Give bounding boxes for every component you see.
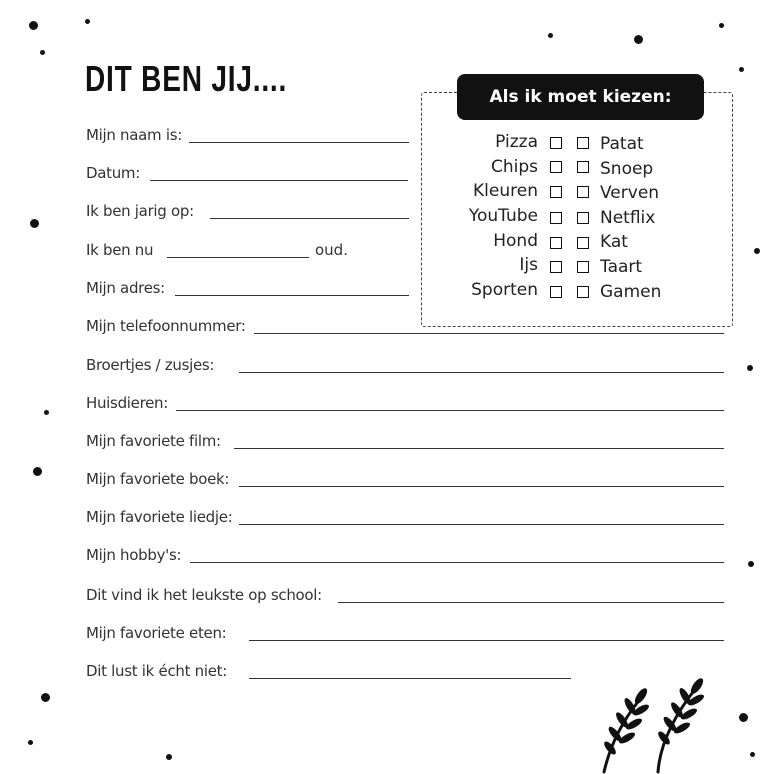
field-birthday[interactable] [86, 202, 416, 222]
answer-line[interactable] [190, 562, 724, 563]
choice-left-label: YouTube [468, 206, 538, 226]
checkbox-right[interactable] [577, 186, 589, 198]
answer-line[interactable] [249, 640, 724, 641]
checkbox-right[interactable] [577, 237, 589, 249]
field-label: Dit lust ik écht niet: [86, 662, 227, 680]
field-favorite-food[interactable] [86, 624, 726, 644]
field-siblings[interactable] [86, 356, 726, 376]
decorative-dot [41, 693, 50, 702]
field-label: Mijn favoriete film: [86, 432, 221, 450]
field-favorite-song[interactable] [86, 508, 726, 528]
field-label: Huisdieren: [86, 394, 169, 412]
decorative-dot [634, 35, 643, 44]
choice-right-label: Gamen [600, 282, 662, 302]
decorative-dot [44, 410, 49, 415]
checkbox-left[interactable] [550, 161, 562, 173]
decorative-dot [29, 21, 38, 30]
field-address[interactable] [86, 279, 416, 299]
answer-line[interactable] [254, 333, 724, 334]
checkbox-left[interactable] [550, 286, 562, 298]
checkbox-left[interactable] [550, 237, 562, 249]
answer-line[interactable] [150, 180, 408, 181]
field-label: Mijn hobby's: [86, 546, 182, 564]
answer-line[interactable] [338, 602, 724, 603]
decorative-dot [28, 740, 33, 745]
choice-right-label: Netflix [600, 208, 656, 228]
answer-line[interactable] [239, 524, 724, 525]
decorative-dot [750, 752, 755, 757]
field-suffix: oud. [315, 241, 348, 259]
field-favorite-book[interactable] [86, 470, 726, 490]
field-label: Mijn naam is: [86, 126, 182, 144]
choice-left-label: Pizza [495, 132, 538, 152]
field-label: Dit vind ik het leukste op school: [86, 586, 322, 604]
decorative-dot [739, 67, 744, 72]
decorative-dot [166, 754, 172, 760]
answer-line[interactable] [239, 372, 724, 373]
checkbox-right[interactable] [577, 161, 589, 173]
field-label: Mijn favoriete boek: [86, 470, 230, 488]
field-label: Datum: [86, 164, 140, 182]
answer-line[interactable] [234, 448, 724, 449]
field-label: Ik ben nu [86, 241, 154, 259]
field-pets[interactable] [86, 394, 726, 414]
choice-right-label: Kat [600, 232, 628, 252]
checkbox-right[interactable] [577, 137, 589, 149]
field-label: Mijn favoriete liedje: [86, 508, 233, 526]
choice-left-label: Hond [493, 231, 538, 251]
checkbox-left[interactable] [550, 212, 562, 224]
field-label: Mijn favoriete eten: [86, 624, 227, 642]
answer-line[interactable] [239, 486, 724, 487]
decorative-dot [548, 33, 553, 38]
decorative-dot [739, 713, 748, 722]
decorative-dot [85, 19, 90, 24]
choice-right-label: Snoep [600, 159, 654, 179]
page-title: DIT BEN JIJ.... [85, 58, 288, 99]
decorative-dot [40, 50, 45, 55]
decorative-dot [754, 248, 760, 254]
checkbox-right[interactable] [577, 212, 589, 224]
field-dislike-food[interactable] [86, 662, 586, 682]
choice-right-label: Patat [600, 134, 644, 154]
choice-left-label: Chips [490, 157, 538, 177]
field-date[interactable] [86, 164, 416, 184]
answer-line[interactable] [249, 678, 571, 679]
field-age[interactable] [86, 241, 416, 261]
checkbox-left[interactable] [550, 261, 562, 273]
answer-line[interactable] [210, 218, 409, 219]
choice-left-label: Sporten [471, 280, 538, 300]
answer-line[interactable] [175, 295, 409, 296]
choice-header: Als ik moet kiezen: [457, 74, 704, 120]
checkbox-right[interactable] [577, 286, 589, 298]
answer-line[interactable] [167, 257, 309, 258]
decorative-dot [747, 365, 753, 371]
checkbox-left[interactable] [550, 186, 562, 198]
field-label: Mijn telefoonnummer: [86, 317, 246, 335]
field-hobbies[interactable] [86, 546, 726, 566]
choice-right-label: Verven [600, 183, 660, 203]
wheat-sprig-icon [596, 676, 721, 774]
field-label: Ik ben jarig op: [86, 202, 194, 220]
field-label: Mijn adres: [86, 279, 165, 297]
choice-right-label: Taart [600, 257, 643, 277]
field-name[interactable] [86, 126, 416, 146]
decorative-dot [33, 467, 42, 476]
checkbox-left[interactable] [550, 137, 562, 149]
checkbox-right[interactable] [577, 261, 589, 273]
field-label: Broertjes / zusjes: [86, 356, 215, 374]
answer-line[interactable] [176, 410, 724, 411]
decorative-dot [30, 219, 39, 228]
field-favorite-film[interactable] [86, 432, 726, 452]
decorative-dot [748, 561, 754, 567]
choice-left-label: Ijs [519, 255, 538, 275]
choice-left-label: Kleuren [473, 181, 538, 201]
answer-line[interactable] [189, 142, 409, 143]
field-school-favorite[interactable] [86, 586, 726, 606]
decorative-dot [719, 23, 724, 28]
